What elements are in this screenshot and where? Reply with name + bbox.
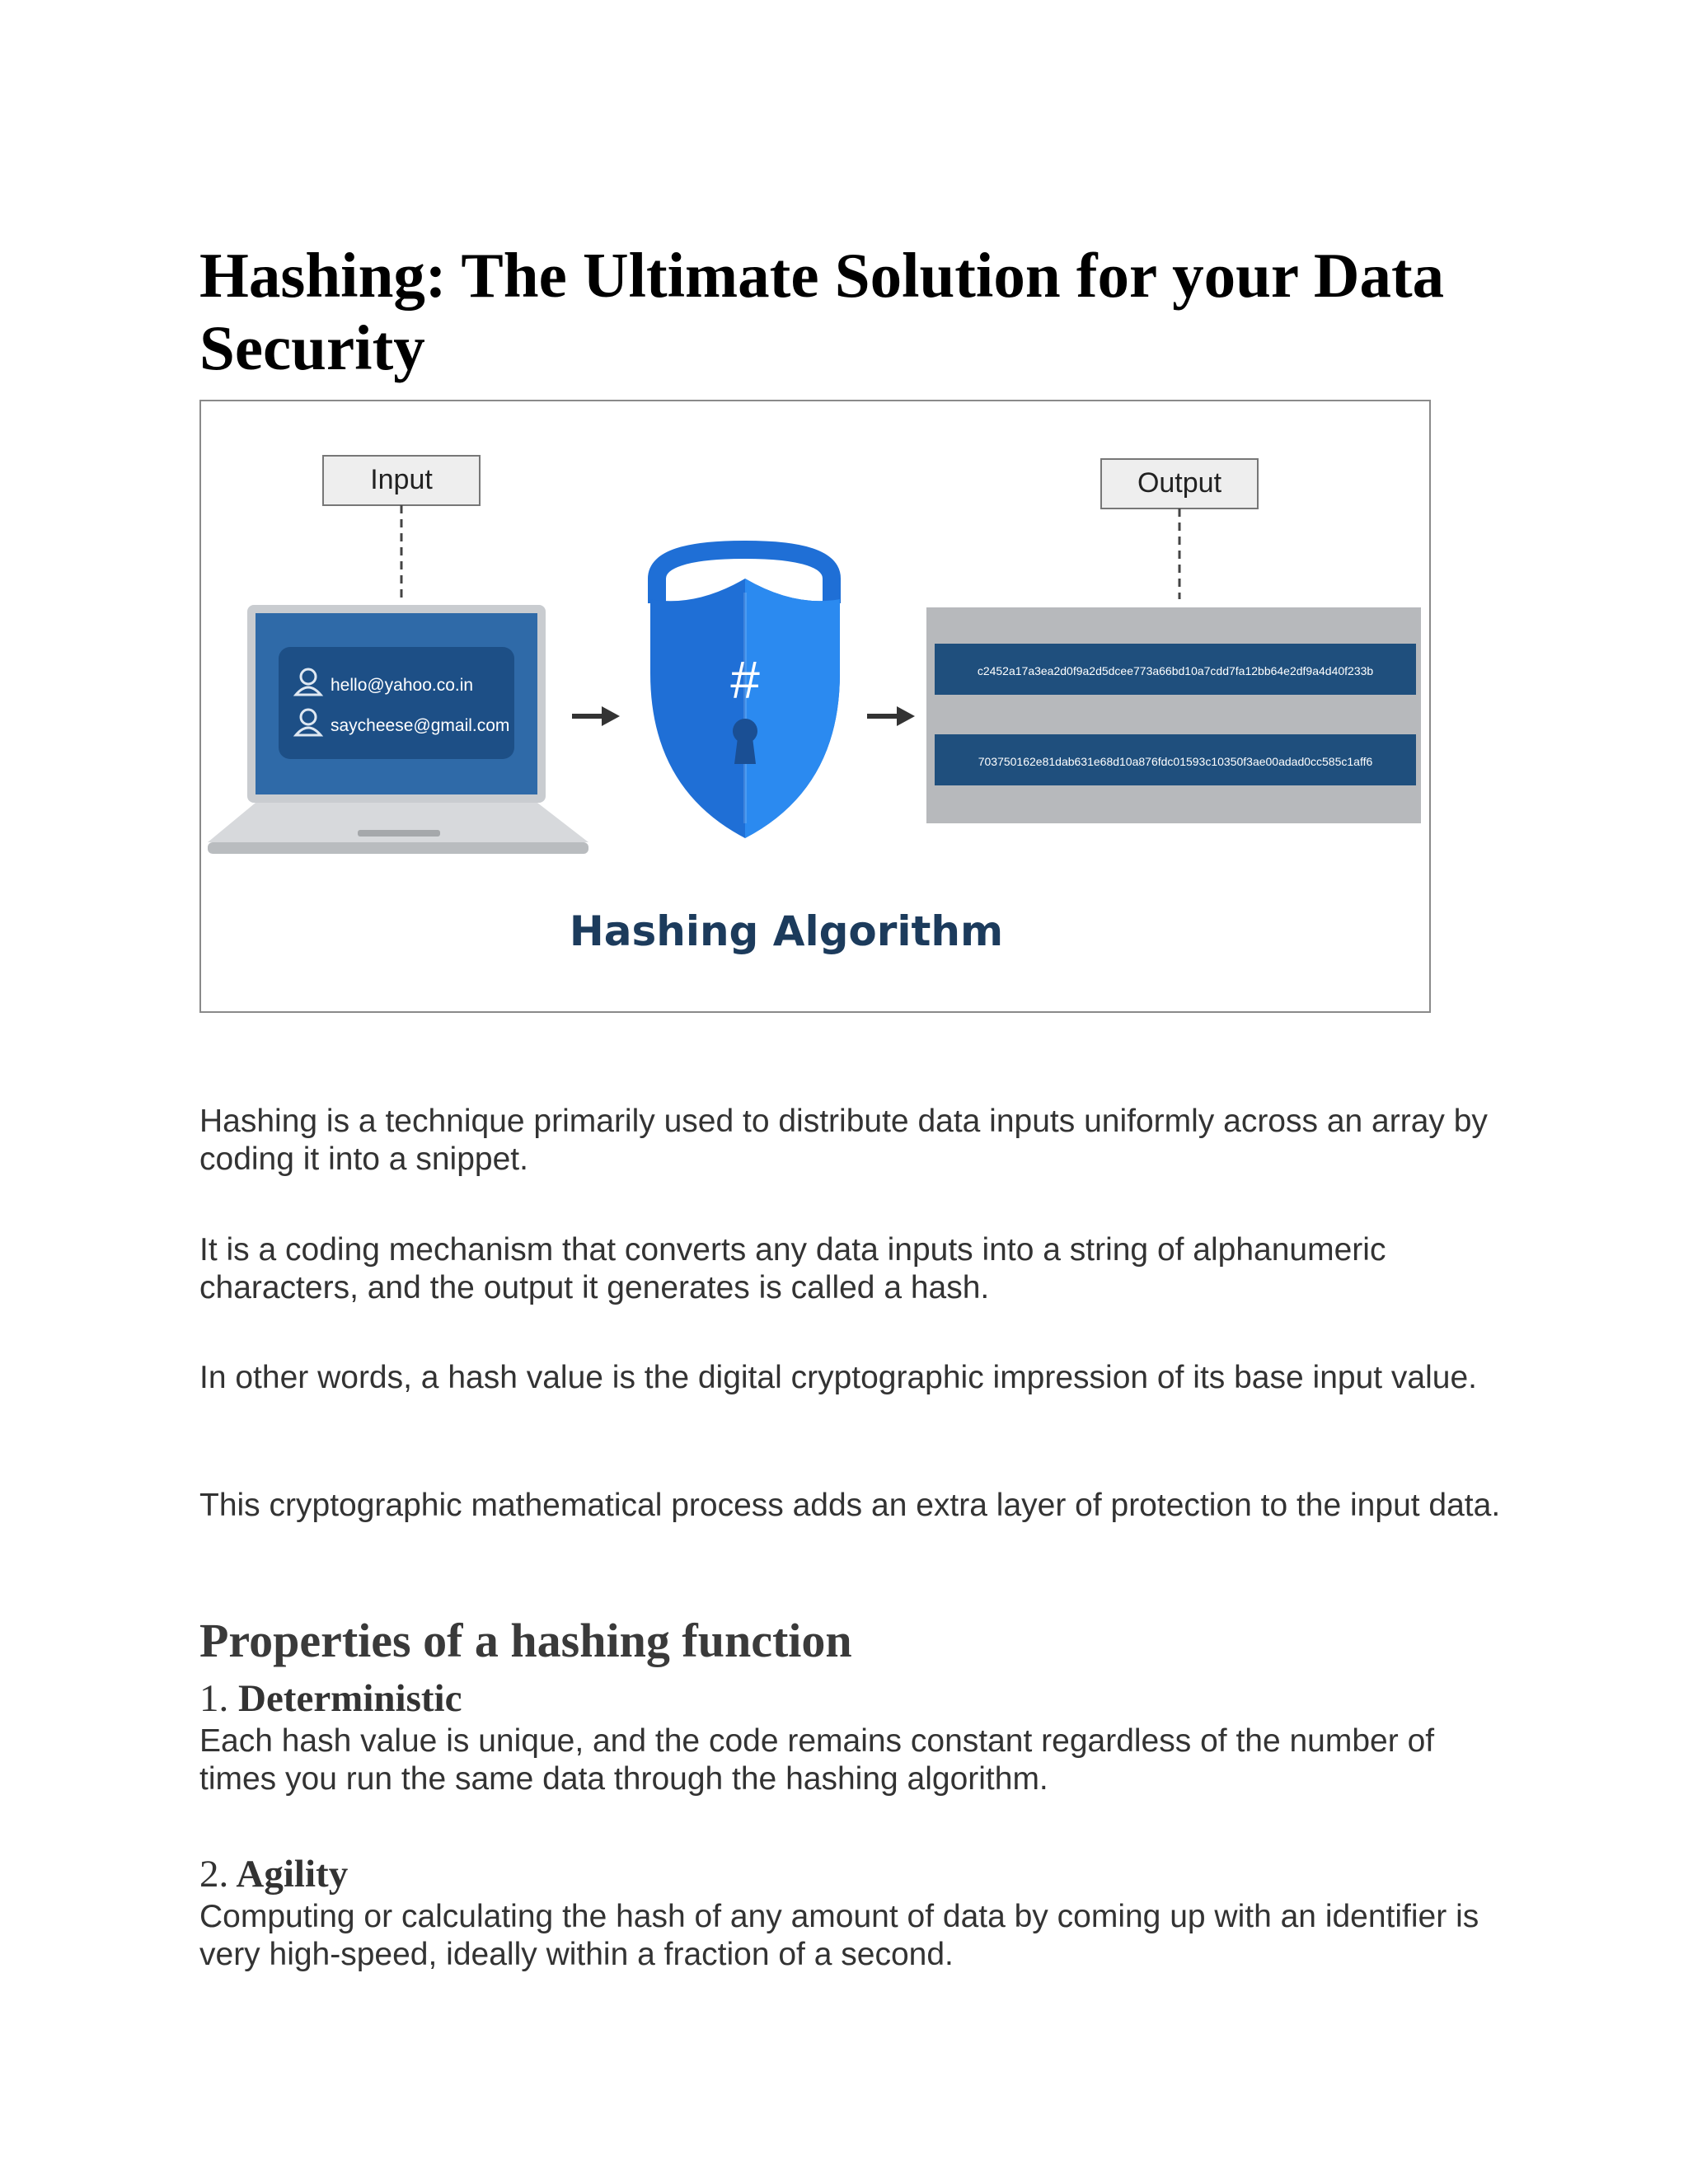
hashing-diagram	[201, 401, 1429, 1011]
property-name: Deterministic	[238, 1677, 462, 1720]
input-label: Input	[370, 464, 433, 495]
property-heading	[199, 1852, 348, 1896]
property-name: Agility	[236, 1853, 349, 1896]
page-title: Hashing: The Ultimate Solution for your Data Security	[199, 240, 1445, 383]
hash-value: 703750162e81dab631e68d10a876fdc01593c10350f3ae00adad0cc585c1aff6	[978, 755, 1373, 768]
hash-output-panel	[926, 607, 1421, 823]
shield-lock-icon	[650, 550, 840, 838]
output-label-box	[1101, 459, 1258, 509]
hash-value: c2452a17a3ea2d0f9a2d5dcee773a66bd10a7cdd7fa12bb64e2df9a4d40f233b	[977, 664, 1374, 677]
arrow-right-icon	[867, 706, 915, 726]
section-heading: Properties of a hashing function	[199, 1614, 852, 1667]
output-label: Output	[1137, 467, 1222, 499]
laptop-icon	[208, 605, 588, 854]
arrow-right-icon	[572, 706, 620, 726]
property-heading	[199, 1676, 462, 1721]
hashing-figure	[199, 400, 1431, 1013]
email-item: hello@yahoo.co.in	[331, 676, 474, 695]
property-description: Each hash value is unique, and the code remains constant regardless of the number of times you run the same data through the hashing algorithm.	[199, 1723, 1435, 1797]
property-number: 2.	[199, 1853, 229, 1896]
paragraph: Hashing is a technique primarily used to distribute data inputs uniformly across an array by coding it into a snippet.	[199, 1104, 1488, 1177]
email-item: saycheese@gmail.com	[331, 716, 510, 735]
paragraph: This cryptographic mathematical process adds an extra layer of protection to the input data.	[199, 1488, 1501, 1523]
paragraph: It is a coding mechanism that converts any data inputs into a string of alphanumeric characters, and the output it generates is called a hash.	[199, 1232, 1386, 1305]
input-label-box	[323, 456, 480, 505]
property-number: 1.	[199, 1677, 229, 1720]
figure-caption: Hashing Algorithm	[569, 907, 1004, 955]
property-description: Computing or calculating the hash of any amount of data by coming up with an identifier is very high-speed, ideally within a fraction of a second.	[199, 1899, 1479, 1972]
paragraph: In other words, a hash value is the digital cryptographic impression of its base input value.	[199, 1360, 1478, 1395]
hash-symbol: #	[730, 650, 760, 710]
